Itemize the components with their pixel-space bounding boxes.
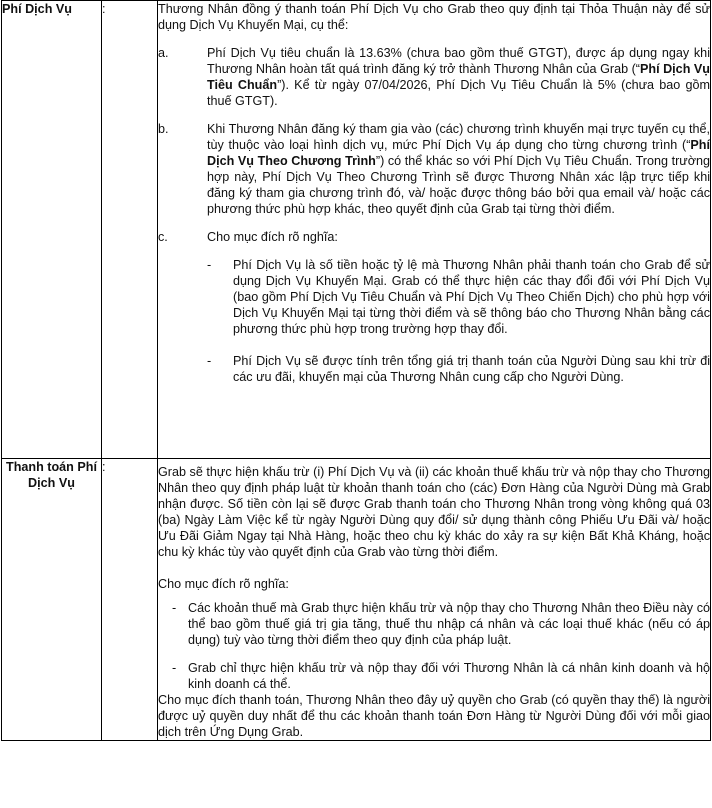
colon: :: [102, 460, 106, 474]
list-item-text: Phí Dịch Vụ sẽ được tính trên tổng giá trị thanh toán của Người Dùng sau khi trừ đi các ưu đãi, khuyến mại của Thương Nhân cung cấp cho Người Dùng.: [233, 354, 710, 384]
dash-marker: -: [207, 354, 212, 368]
content-cell: [158, 1, 711, 459]
list-item-text: Grab chỉ thực hiện khấu trừ và nộp thay đối với Thương Nhân là cá nhân kinh doanh và hộ kinh doanh cá thể.: [188, 661, 710, 691]
clause-text-part: ”). Kể từ ngày 07/04/2026, Phí Dịch Vụ Tiêu Chuẩn là 5% (chưa bao gồm thuế GTGT).: [207, 78, 710, 108]
terms-table: [1, 0, 711, 741]
clause-label: a.: [158, 46, 169, 60]
clause-text: [207, 121, 710, 217]
term-cell: [2, 1, 102, 459]
clause-text: Cho mục đích rõ nghĩa:: [207, 230, 338, 244]
clause-text-part: Phí Dịch Vụ tiêu chuẩn là 13.63% (chưa bao gồm thuế GTGT), được áp dụng ngay khi Thương Nhân hoàn tất quá trình đăng ký trở thành Thương Nhân của Grab (“: [207, 46, 710, 76]
clause-text-part: ”) có thể khác so với Phí Dịch Vụ Tiêu Chuẩn. Trong trường hợp này, Phí Dịch Vụ Theo Chương Trình sẽ được Thương Nhân xác lập trực tiếp khi đăng ký tham gia chương trình đó, và/ hoặc được thông báo bởi qua email và/ hoặc các phương thức phù hợp khác, theo quyết định của Grab tại từng thời điểm.: [207, 154, 710, 216]
clause-label: b.: [158, 122, 169, 136]
colon-cell: [102, 1, 158, 459]
list-item-text: Các khoản thuế mà Grab thực hiện khấu trừ và nộp thay cho Thương Nhân theo Điều này có thể bao gồm thuế giá trị gia tăng, thuế thu nhập cá nhân và các loại thuế khác (nếu có áp dụng) tuỳ vào từng thời điểm theo quy định của pháp luật.: [188, 601, 710, 647]
payment-paragraph: Grab sẽ thực hiện khấu trừ (i) Phí Dịch Vụ và (ii) các khoản thuế khấu trừ và nộp thay cho Thương Nhân theo quy định pháp luật từ khoản thanh toán cho (các) Đơn Hàng của Người Dùng mà Grab nhận được. Số tiền còn lại sẽ được Grab thanh toán cho Thương Nhân trong vòng không quá 03 (ba) Ngày Làm Việc kể từ ngày Người Dùng quy đổi/ sử dụng thành công Phiếu Ưu Đãi và/ hoặc Ưu Đãi Giảm Ngay tại Nhà Hàng, hoặc theo chu kỳ khác do xảy ra sự kiện Bất Khả Kháng, hoặc chu kỳ khác tùy vào quyết định của Grab vào từng thời điểm.: [158, 465, 710, 559]
term-cell: [2, 459, 102, 741]
list-item: [172, 660, 710, 692]
service-fee-row: [2, 1, 711, 459]
clause-c: [158, 229, 710, 245]
clause-label: c.: [158, 230, 168, 244]
dash-marker: -: [207, 258, 212, 272]
dash-marker: -: [172, 661, 177, 675]
payment-row: [2, 459, 711, 741]
colon-cell: [102, 459, 158, 741]
clarification-list: [158, 257, 710, 385]
defined-term: Phí Dịch Vụ Theo Chương Trình: [207, 138, 710, 168]
colon: :: [102, 2, 106, 16]
tax-list: [158, 600, 710, 692]
clause-text-part: Khi Thương Nhân đăng ký tham gia vào (các) chương trình khuyến mại trực tuyến cụ thể, tùy thuộc vào loại hình dịch vụ, mức Phí Dịch Vụ áp dụng cho từng chương trình (“: [207, 122, 710, 152]
clause-b: [158, 121, 710, 217]
term-label: Phí Dịch Vụ: [2, 2, 72, 16]
clause-a: [158, 45, 710, 109]
dash-marker: -: [172, 601, 177, 615]
list-item: [207, 353, 710, 385]
list-item-text: Phí Dịch Vụ là số tiền hoặc tỷ lệ mà Thương Nhân phải thanh toán cho Grab để sử dụng Dịch Vụ Khuyến Mại. Grab có thể thực hiện các thay đổi đối với Phí Dịch Vụ (bao gồm Phí Dịch Vụ Tiêu Chuẩn và Phí Dịch Vụ Theo Chiến Dịch) cho phù hợp với Dịch Vụ Khuyến Mại tại từng thời điểm và sẽ thông báo cho Thương Nhân bằng các phương thức phù hợp trong trường hợp thay đổi.: [233, 258, 710, 336]
defined-term: Phí Dịch Vụ Tiêu Chuẩn: [207, 62, 710, 92]
clarification-heading: Cho mục đích rõ nghĩa:: [158, 577, 289, 591]
authorization-paragraph: Cho mục đích thanh toán, Thương Nhân theo đây uỷ quyền cho Grab (có quyền thay thế) là người được uỷ quyền duy nhất để thu các khoản thanh toán Đơn Hàng từ Người Dùng đối với mỗi giao dịch trên Ứng Dụng Grab.: [158, 693, 710, 739]
list-item: [207, 257, 710, 337]
term-label: Thanh toán Phí Dịch Vụ: [6, 460, 97, 490]
content-cell: [158, 459, 711, 741]
list-item: [172, 600, 710, 648]
clause-text: [207, 45, 710, 109]
intro-paragraph: Thương Nhân đồng ý thanh toán Phí Dịch Vụ cho Grab theo quy định tại Thỏa Thuận này để sử dụng Dịch Vụ Khuyến Mại, cụ thể:: [158, 2, 710, 32]
